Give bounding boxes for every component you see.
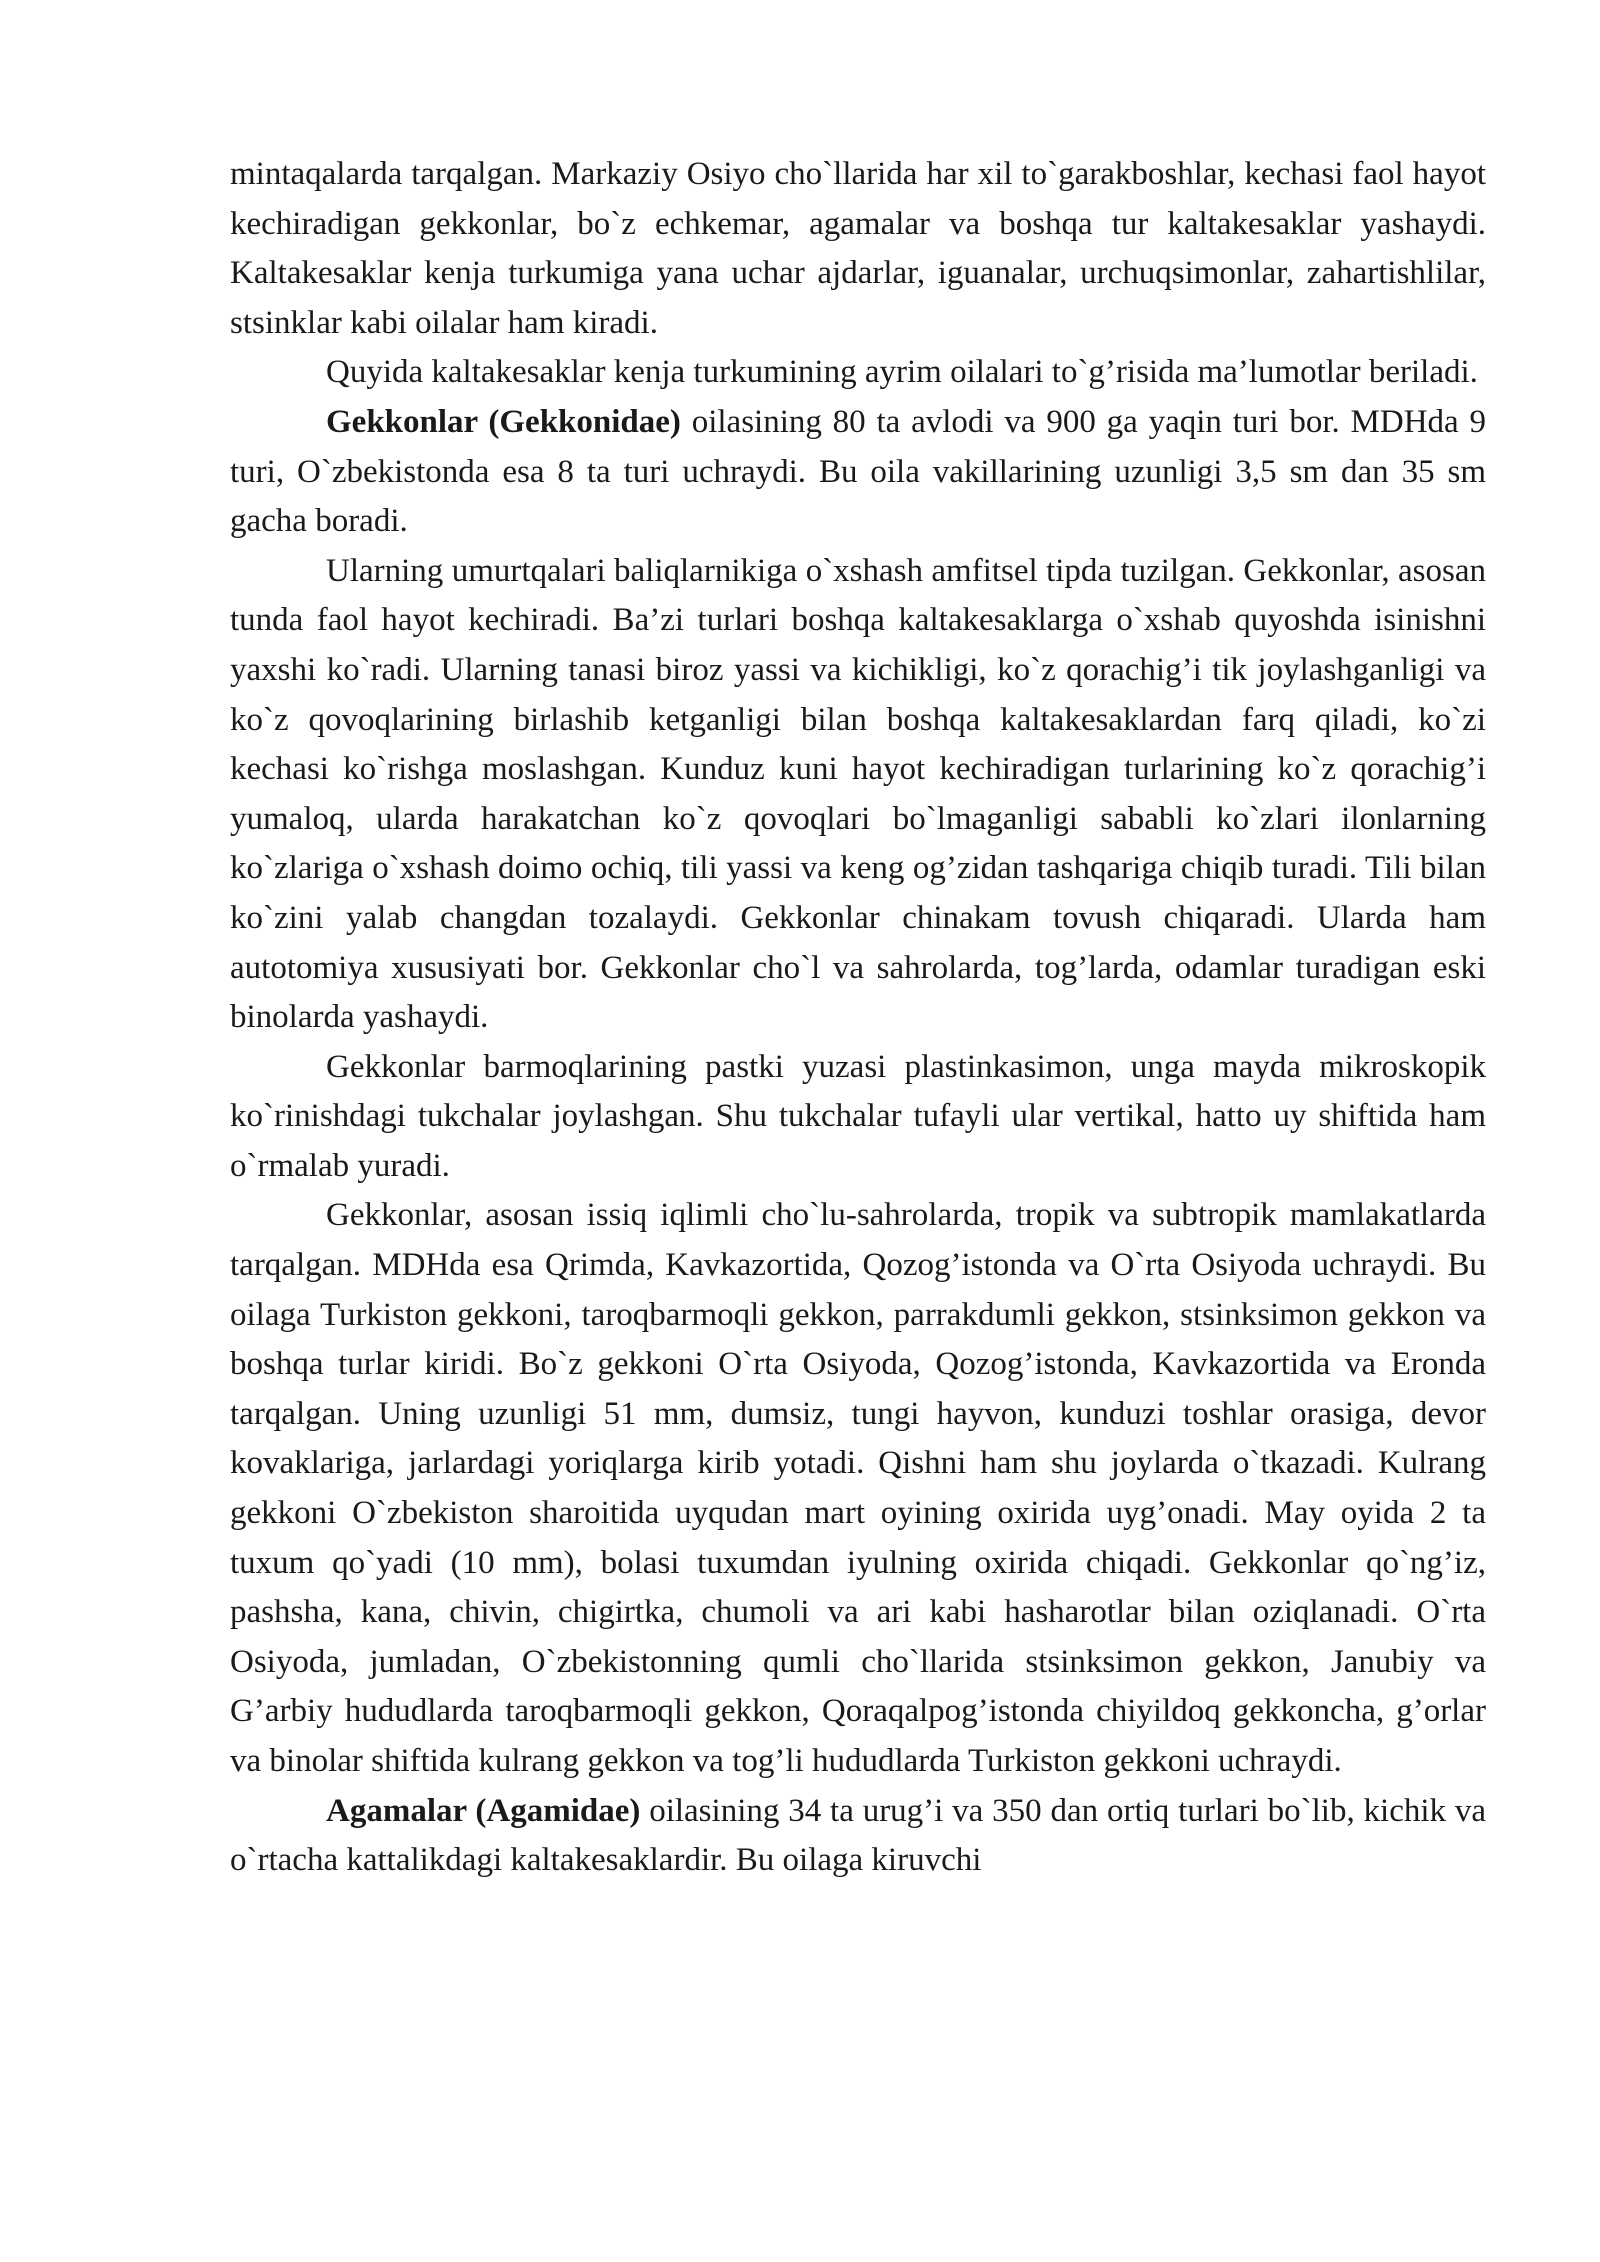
body-text	[230, 150, 1486, 1886]
paragraph-6	[230, 1191, 1486, 1786]
paragraph-3-text: oilasining 80 ta avlodi va 900 ga yaqin turi bor. MDHda 9 turi, O`zbekistonda esa 8 ta turi uchraydi. Bu oila vakillarining uzunligi 3,5 sm dan 35 sm gacha boradi.	[230, 403, 1486, 540]
paragraph-gekkonidae-intro	[230, 398, 1486, 547]
term-gekkonidae: Gekkonlar (Gekkonidae)	[326, 403, 681, 440]
paragraph-2	[230, 348, 1486, 398]
paragraph-5-text: Gekkonlar barmoqlarining pastki yuzasi plastinkasimon, unga mayda mikroskopik ko`rinishdagi tukchalar joylashgan. Shu tukchalar tufayli ular vertikal, hatto uy shiftida ham o`rmalab yuradi.	[230, 1048, 1486, 1184]
paragraph-2-text: Quyida kaltakesaklar kenja turkumining ayrim oilalari to`g’risida ma’lumotlar beriladi.	[326, 354, 1478, 391]
paragraph-4	[230, 547, 1486, 1043]
paragraph-5	[230, 1043, 1486, 1192]
paragraph-1	[230, 150, 1486, 348]
paragraph-1-text: mintaqalarda tarqalgan. Markaziy Osiyo cho`llarida har xil to`garakboshlar, kechasi faol hayot kechiradigan gekkonlar, bo`z echkemar, agamalar va boshqa tur kaltakesaklar yashaydi. Kaltakesaklar kenja turkumiga yana uchar ajdarlar, iguanalar, urchuqsimonlar, zahartishlilar, stsinklar kabi oilalar ham kiradi.	[230, 156, 1486, 341]
paragraph-4-text: Ularning umurtqalari baliqlarnikiga o`xshash amfitsel tipda tuzilgan. Gekkonlar, asosan tunda faol hayot kechiradi. Ba’zi turlari boshqa kaltakesaklarga o`xshab quyoshda isinishni yaxshi ko`radi. Ularning tanasi biroz yassi va kichikligi, ko`z qorachig’i tik joylashganligi va ko`z qovoqlarining birlashib ketganligi bilan boshqa kaltakesaklardan farq qiladi, ko`zi kechasi ko`rishga moslashgan. Kunduz kuni hayot kechiradigan turlarining ko`z qorachig’i yumaloq, ularda harakatchan ko`z qovoqlari bo`lmaganligi sababli ko`zlari ilonlarning ko`zlariga o`xshash doimo ochiq, tili yassi va keng og’zidan tashqariga chiqib turadi. Tili bilan ko`zini yalab changdan tozalaydi. Gekkonlar chinakam tovush chiqaradi. Ularda ham autotomiya xususiyati bor. Gekkonlar cho`l va sahrolarda, tog’larda, odamlar turadigan eski binolarda yashaydi.	[230, 552, 1486, 1036]
paragraph-agamidae-intro	[230, 1787, 1486, 1886]
paragraph-6-text: Gekkonlar, asosan issiq iqlimli cho`lu-sahrolarda, tropik va subtropik mamlakatlarda tarqalgan. MDHda esa Qrimda, Kavkazortida, Qozog’istonda va O`rta Osiyoda uchraydi. Bu oilaga Turkiston gekkoni, taroqbarmoqli gekkon, parrakdumli gekkon, stsinksimon gekkon va boshqa turlar kiridi. Bo`z gekkoni O`rta Osiyoda, Qozog’istonda, Kavkazortida va Eronda tarqalgan. Uning uzunligi 51 mm, dumsiz, tungi hayvon, kunduzi toshlar orasiga, devor kovaklariga, jarlardagi yoriqlarga kirib yotadi. Qishni ham shu joylarda o`tkazadi. Kulrang gekkoni O`zbekiston sharoitida uyqudan mart oyining oxirida uyg’onadi. May oyida 2 ta tuxum qo`yadi (10 mm), bolasi tuxumdan iyulning oxirida chiqadi. Gekkonlar qo`ng’iz, pashsha, kana, chivin, chigirtka, chumoli va ari kabi hasharotlar bilan oziqlanadi. O`rta Osiyoda, jumladan, O`zbekistonning qumli cho`llarida stsinksimon gekkon, Janubiy va G’arbiy hududlarda taroqbarmoqli gekkon, Qoraqalpog’istonda chiyildoq gekkoncha, g’orlar va binolar shiftida kulrang gekkon va tog’li hududlarda Turkiston gekkoni uchraydi.	[230, 1197, 1486, 1779]
paragraph-7-text: oilasining 34 ta urug’i va 350 dan ortiq turlari bo`lib, kichik va o`rtacha kattalikdagi kaltakesaklardir. Bu oilaga kiruvchi	[230, 1792, 1486, 1879]
term-agamidae: Agamalar (Agamidae)	[326, 1792, 641, 1829]
